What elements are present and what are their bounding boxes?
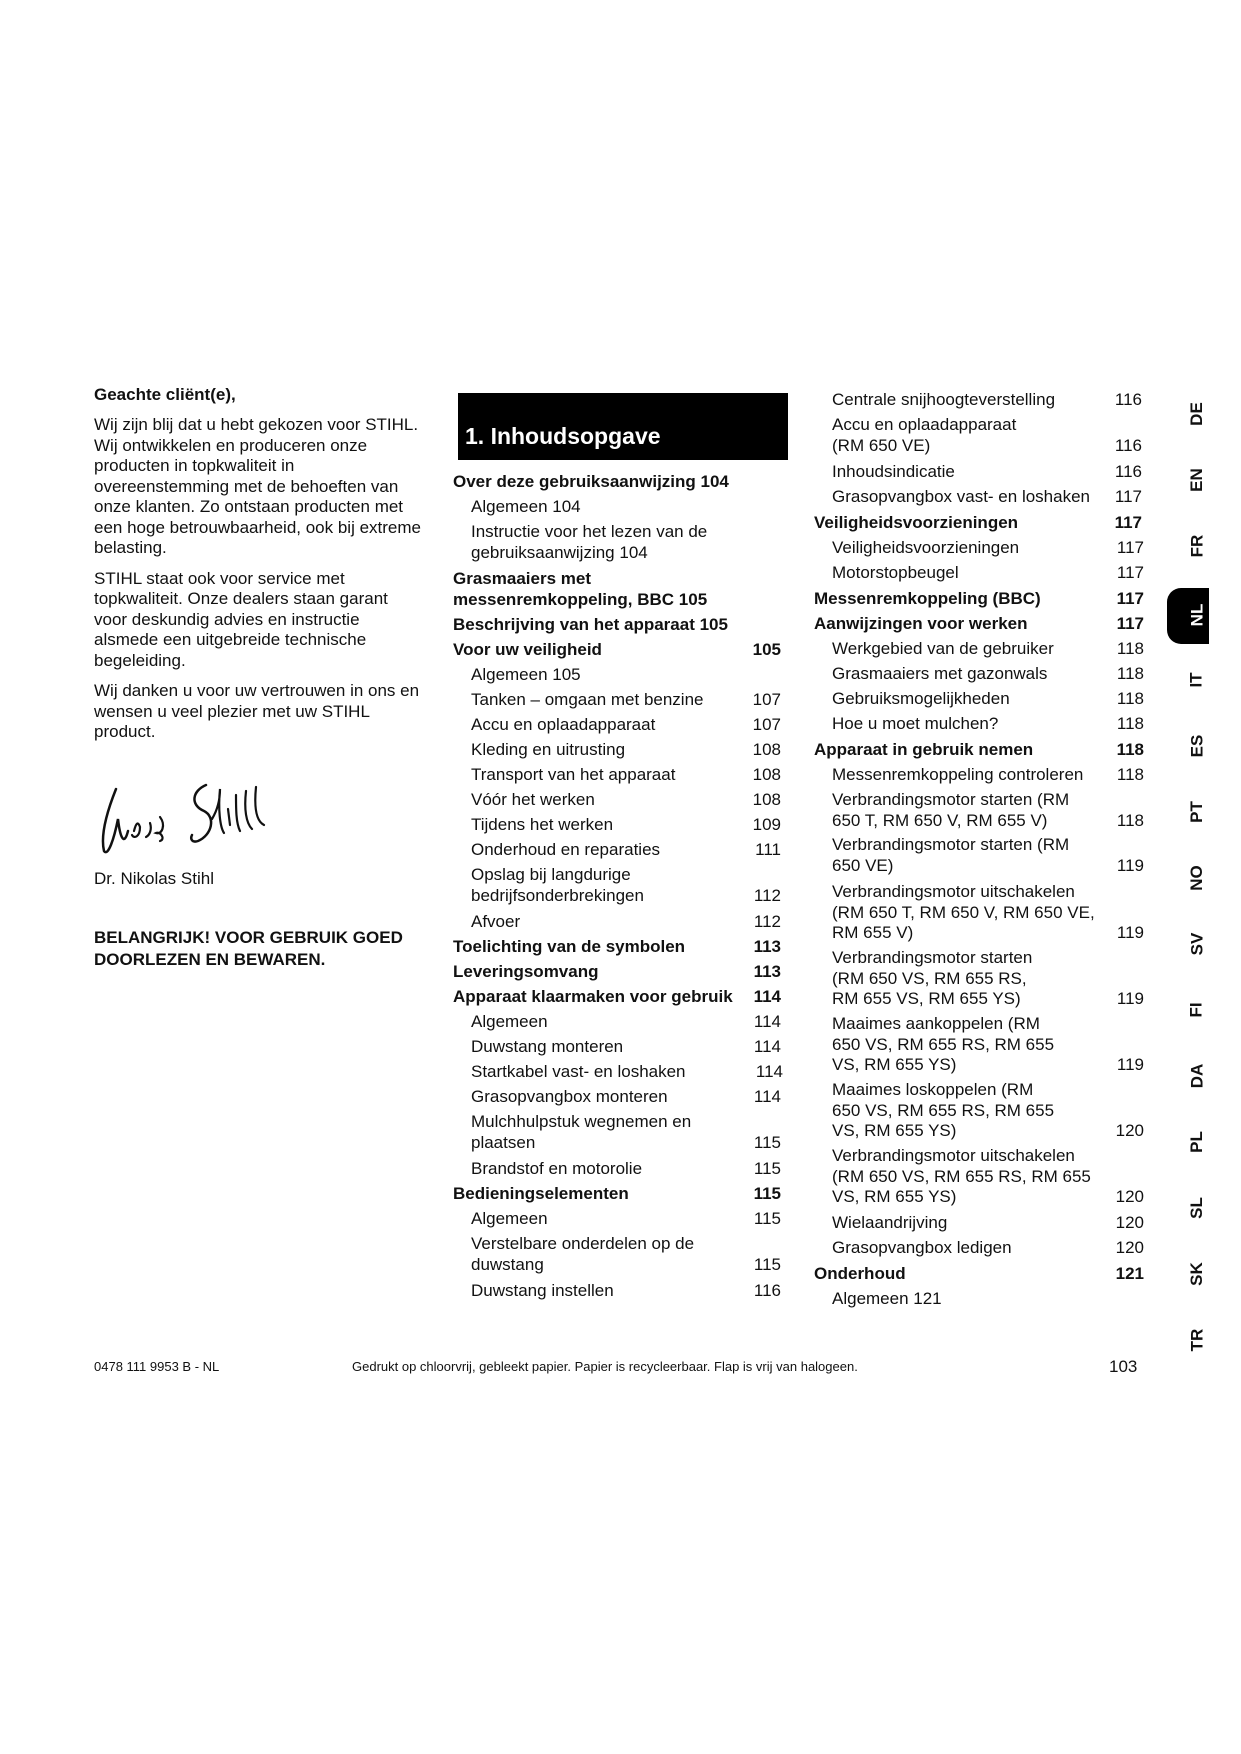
language-tab-label: SV — [1187, 932, 1206, 956]
toc-entry-title: Kleding en uitrusting — [471, 740, 626, 759]
toc-entry-page: 114 — [755, 1062, 783, 1081]
toc-entry — [814, 1264, 1144, 1285]
toc-entry-page: 118 — [1116, 664, 1144, 683]
toc-entry-page: 107 — [752, 715, 781, 734]
toc-entry — [832, 639, 1144, 660]
language-tab-label: FI — [1186, 1002, 1206, 1018]
toc-entry — [471, 497, 771, 518]
toc-entry-title: Vóór het werken — [471, 790, 595, 809]
toc-entry — [453, 987, 781, 1008]
toc-entry — [471, 665, 781, 686]
toc-entry — [471, 1037, 781, 1058]
language-tab-da — [1186, 1065, 1208, 1087]
toc-entry-page: 111 — [755, 840, 781, 859]
toc-entry — [471, 765, 781, 786]
toc-entry-title: Accu en oplaadapparaat (RM 650 VE) — [832, 415, 1017, 455]
toc-entry-page: 119 — [1116, 989, 1144, 1008]
toc-entry — [471, 1281, 781, 1302]
footer-note: Gedrukt op chloorvrij, gebleekt papier. Papier is recycleerbaar. Flap is vrij van halogeen. — [352, 1359, 858, 1374]
toc-entry — [832, 882, 1144, 944]
toc-entry-title: Apparaat klaarmaken voor gebruik — [453, 987, 733, 1006]
toc-entry-page: 109 — [752, 815, 781, 834]
toc-entry-page: 114 — [753, 987, 781, 1006]
toc-entry-title: Grasopvangbox ledigen — [832, 1238, 1012, 1257]
toc-entry-page: 107 — [752, 690, 781, 709]
toc-entry-title: Motorstopbeugel — [832, 563, 959, 582]
toc-entry — [832, 948, 1144, 1010]
toc-entry-title: Brandstof en motorolie — [471, 1159, 643, 1178]
toc-entry-page: 118 — [1116, 740, 1144, 759]
toc-entry — [453, 1184, 781, 1205]
toc-entry-page: 117 — [1116, 538, 1144, 557]
language-tab-label: SL — [1186, 1197, 1206, 1219]
toc-entry — [471, 690, 781, 711]
toc-entry-title: Over deze gebruiksaanwijzing 104 — [453, 472, 729, 491]
toc-entry — [832, 689, 1144, 710]
language-tab-pl — [1186, 1131, 1208, 1153]
toc-entry — [832, 1080, 1144, 1142]
toc-entry — [832, 1238, 1144, 1259]
language-tab-label: ES — [1187, 734, 1206, 758]
toc-entry-page: 120 — [1115, 1213, 1144, 1232]
toc-entry-title: Maaimes loskoppelen (RM 650 VS, RM 655 RS, RM 655 VS, RM 655 YS) — [832, 1080, 1055, 1140]
toc-entry — [471, 1234, 781, 1275]
toc-entry-title: Duwstang instellen — [471, 1281, 614, 1300]
toc-entry — [814, 740, 1144, 761]
toc-entry-page: 119 — [1116, 1055, 1144, 1074]
language-tab-label: DE — [1187, 402, 1206, 426]
toc-entry — [832, 765, 1144, 786]
toc-entry-page: 112 — [753, 912, 781, 931]
toc-entry-title: Algemeen 105 — [471, 665, 581, 684]
toc-entry-page: 113 — [753, 962, 781, 981]
toc-entry — [453, 640, 781, 661]
toc-entry-page: 117 — [1116, 589, 1144, 608]
toc-entry-page: 120 — [1115, 1187, 1144, 1206]
toc-entry-title: Verbrandingsmotor starten (RM 650 VS, RM 655 RS, RM 655 VS, RM 655 YS) — [832, 948, 1033, 1008]
toc-entry-title: Werkgebied van de gebruiker — [832, 639, 1054, 658]
toc-entry-page: 113 — [753, 937, 781, 956]
language-tab-sl — [1186, 1197, 1208, 1219]
toc-entry-page: 115 — [753, 1132, 781, 1152]
toc-entry-page: 108 — [752, 765, 781, 784]
language-tab-it — [1186, 669, 1208, 691]
toc-entry-title: Grasmaaiers met messenremkoppeling, BBC 105 — [453, 569, 708, 609]
toc-entry-page: 114 — [753, 1037, 781, 1056]
toc-entry-title: Grasmaaiers met gazonwals — [832, 664, 1048, 683]
toc-entry-page: 118 — [1116, 639, 1144, 658]
language-tab-es — [1186, 735, 1208, 757]
toc-entry-page: 117 — [1114, 513, 1142, 532]
toc-entry-title: Leveringsomvang — [453, 962, 599, 981]
toc-entry-title: Messenremkoppeling controleren — [832, 765, 1084, 784]
letter-paragraph: Wij zijn blij dat u hebt gekozen voor STIHL. Wij ontwikkelen en produceren onze producten in topkwaliteit in overeenstemming met de behoeften van onze klanten. Zo ontstaan producten met een hoge betrouwbaarheid, ook bij extreme belasting. — [94, 415, 421, 557]
toc-entry — [832, 790, 1144, 831]
toc-entry — [453, 615, 773, 636]
toc-entry — [471, 740, 781, 761]
toc-entry-title: Onderhoud en reparaties — [471, 840, 661, 859]
toc-entry — [471, 1062, 783, 1083]
toc-entry — [453, 569, 743, 610]
toc-entry-title: Verbrandingsmotor uitschakelen (RM 650 T, RM 650 V, RM 650 VE, RM 655 V) — [832, 882, 1095, 942]
toc-entry-page: 118 — [1116, 689, 1144, 708]
language-tab-label: NO — [1187, 865, 1206, 891]
toc-entry — [832, 563, 1144, 584]
toc-entry-title: Algemeen — [471, 1012, 548, 1031]
toc-entry-page: 118 — [1116, 765, 1144, 784]
language-tab-pt — [1186, 801, 1208, 823]
toc-entry-title: Verstelbare onderdelen op de duwstang — [471, 1234, 695, 1274]
toc-entry — [471, 912, 781, 933]
toc-entry-title: Bedieningselementen — [453, 1184, 629, 1203]
toc-entry — [832, 1014, 1144, 1076]
toc-entry — [471, 1112, 781, 1153]
toc-entry — [832, 664, 1144, 685]
language-tab-label: DA — [1187, 1063, 1206, 1089]
toc-entry-title: Instructie voor het lezen van de gebruiksaanwijzing 104 — [471, 522, 708, 562]
toc-entry-title: Inhoudsindicatie — [832, 462, 955, 481]
language-tab-sk — [1186, 1263, 1208, 1285]
toc-entry — [471, 865, 781, 906]
language-tab-label: SK — [1187, 1262, 1206, 1286]
toc-entry-title: Tijdens het werken — [471, 815, 614, 834]
toc-entry-title: Toelichting van de symbolen — [453, 937, 686, 956]
language-tab-fr — [1186, 535, 1208, 557]
letter-paragraph: Wij danken u voor uw vertrouwen in ons en wensen u veel plezier met uw STIHL product. — [94, 681, 420, 741]
toc-entry — [832, 487, 1142, 508]
toc-entry-page: 117 — [1116, 614, 1144, 633]
toc-entry-page: 108 — [752, 740, 781, 759]
toc-entry — [832, 1146, 1144, 1208]
toc-entry — [832, 462, 1142, 483]
language-tab-label: PL — [1186, 1131, 1206, 1153]
toc-entry — [471, 1087, 781, 1108]
toc-entry — [471, 840, 781, 861]
toc-entry-title: Duwstang monteren — [471, 1037, 624, 1056]
toc-title: 1. Inhoudsopgave — [465, 423, 661, 449]
toc-entry — [814, 614, 1144, 635]
toc-entry-page: 118 — [1116, 714, 1144, 733]
handwritten-signature — [94, 779, 274, 859]
greeting: Geachte cliënt(e), — [94, 385, 236, 404]
toc-entry-title: Apparaat in gebruik nemen — [814, 740, 1034, 759]
toc-entry-title: Voor uw veiligheid — [453, 640, 602, 659]
toc-entry-page: 105 — [752, 640, 781, 659]
language-tab-fi — [1186, 999, 1208, 1021]
toc-entry — [471, 1012, 781, 1033]
toc-entry-page: 119 — [1116, 855, 1144, 875]
toc-entry — [453, 472, 753, 493]
language-tab-no — [1186, 867, 1208, 889]
language-tab-label: IT — [1186, 672, 1206, 688]
toc-entry-title: Algemeen 121 — [832, 1289, 942, 1308]
toc-entry — [453, 962, 781, 983]
toc-entry-title: Aanwijzingen voor werken — [814, 614, 1028, 633]
language-tab-en — [1186, 469, 1208, 491]
language-tab-label: EN — [1187, 468, 1206, 492]
toc-entry — [832, 1213, 1144, 1234]
toc-entry-page: 115 — [753, 1159, 781, 1178]
toc-entry-page: 118 — [1116, 810, 1144, 830]
toc-entry-page: 120 — [1115, 1121, 1144, 1140]
toc-entry-title: Centrale snijhoogteverstelling — [832, 390, 1056, 409]
language-tab-label: PT — [1186, 801, 1206, 823]
toc-entry-title: Algemeen — [471, 1209, 548, 1228]
toc-entry-page: 115 — [753, 1254, 781, 1274]
language-tab-tr — [1186, 1329, 1208, 1351]
toc-entry-title: Grasopvangbox vast- en loshaken — [832, 487, 1090, 506]
toc-entry-title: Gebruiksmogelijkheden — [832, 689, 1010, 708]
toc-entry — [471, 1209, 781, 1230]
toc-entry-page: 117 — [1116, 563, 1144, 582]
toc-entry-page: 116 — [1114, 390, 1142, 409]
toc-entry-page: 108 — [752, 790, 781, 809]
toc-entry-title: Transport van het apparaat — [471, 765, 676, 784]
toc-entry-page: 116 — [1114, 435, 1142, 455]
toc-entry-page: 114 — [753, 1012, 781, 1031]
toc-entry-page: 121 — [1115, 1264, 1144, 1283]
language-tab-label: TR — [1187, 1328, 1207, 1352]
toc-entry-title: Maaimes aankoppelen (RM 650 VS, RM 655 RS, RM 655 VS, RM 655 YS) — [832, 1014, 1055, 1074]
toc-entry — [832, 415, 1142, 456]
toc-entry-title: Verbrandingsmotor starten (RM 650 T, RM 650 V, RM 655 V) — [832, 790, 1070, 830]
toc-entry-page: 117 — [1114, 487, 1142, 506]
toc-entry-title: Grasopvangbox monteren — [471, 1087, 668, 1106]
toc-entry-title: Opslag bij langdurige bedrijfsonderbrekingen — [471, 865, 644, 905]
toc-entry-title: Mulchhulpstuk wegnemen en plaatsen — [471, 1112, 692, 1152]
toc-entry-page: 115 — [753, 1209, 781, 1228]
toc-entry — [471, 715, 781, 736]
toc-entry — [814, 513, 1142, 534]
toc-entry-title: Afvoer — [471, 912, 521, 931]
language-tab-sv — [1186, 933, 1208, 955]
toc-entry — [832, 714, 1144, 735]
toc-entry-page: 114 — [753, 1087, 781, 1106]
toc-entry-title: Hoe u moet mulchen? — [832, 714, 999, 733]
toc-entry — [832, 390, 1142, 411]
language-tab-nl — [1186, 604, 1208, 626]
toc-entry-page: 119 — [1116, 923, 1144, 942]
toc-entry — [832, 538, 1144, 559]
toc-entry-title: Veiligheidsvoorzieningen — [814, 513, 1019, 532]
toc-entry — [471, 815, 781, 836]
language-tab-de — [1186, 403, 1208, 425]
language-tab-label: FR — [1187, 534, 1207, 558]
toc-entry — [832, 1289, 1144, 1310]
signature-name: Dr. Nikolas Stihl — [94, 868, 214, 888]
toc-entry — [453, 937, 781, 958]
toc-entry-title: Startkabel vast- en loshaken — [471, 1062, 686, 1081]
toc-entry — [471, 1159, 781, 1180]
toc-entry — [832, 835, 1144, 876]
important-notice: BELANGRIJK! VOOR GEBRUIK GOED DOORLEZEN EN BEWAREN. — [94, 927, 403, 969]
toc-entry-title: Onderhoud — [814, 1264, 906, 1283]
toc-entry-page: 112 — [753, 885, 781, 905]
toc-entry-page: 116 — [1114, 462, 1142, 481]
toc-entry — [471, 790, 781, 811]
toc-entry-title: Beschrijving van het apparaat 105 — [453, 615, 728, 634]
toc-entry — [814, 589, 1144, 610]
toc-entry-title: Messenremkoppeling (BBC) — [814, 589, 1041, 608]
language-tab-label: NL — [1187, 603, 1207, 627]
toc-entry-title: Wielaandrijving — [832, 1213, 948, 1232]
letter-section — [94, 385, 424, 971]
letter-paragraph: STIHL staat ook voor service met topkwaliteit. Onze dealers staan garant voor deskundig advies en instructie alsmede een uitgebreide technische begeleiding. — [94, 568, 388, 670]
toc-entry-title: Verbrandingsmotor starten (RM 650 VE) — [832, 835, 1070, 875]
toc-entry-title: Tanken – omgaan met benzine — [471, 690, 704, 709]
toc-entry-page: 120 — [1115, 1238, 1144, 1257]
toc-entry-title: Algemeen 104 — [471, 497, 581, 516]
toc-entry-title: Verbrandingsmotor uitschakelen (RM 650 VS, RM 655 RS, RM 655 VS, RM 655 YS) — [832, 1146, 1091, 1206]
toc-entry-page: 115 — [753, 1184, 781, 1203]
toc-entry-page: 116 — [753, 1281, 781, 1300]
toc-title-bar — [458, 393, 788, 460]
toc-entry-title: Accu en oplaadapparaat — [471, 715, 656, 734]
toc-entry — [471, 522, 741, 563]
toc-entry-title: Veiligheidsvoorzieningen — [832, 538, 1020, 557]
page-number: 103 — [1109, 1357, 1138, 1376]
footer-doc-number: 0478 111 9953 B - NL — [94, 1359, 220, 1374]
